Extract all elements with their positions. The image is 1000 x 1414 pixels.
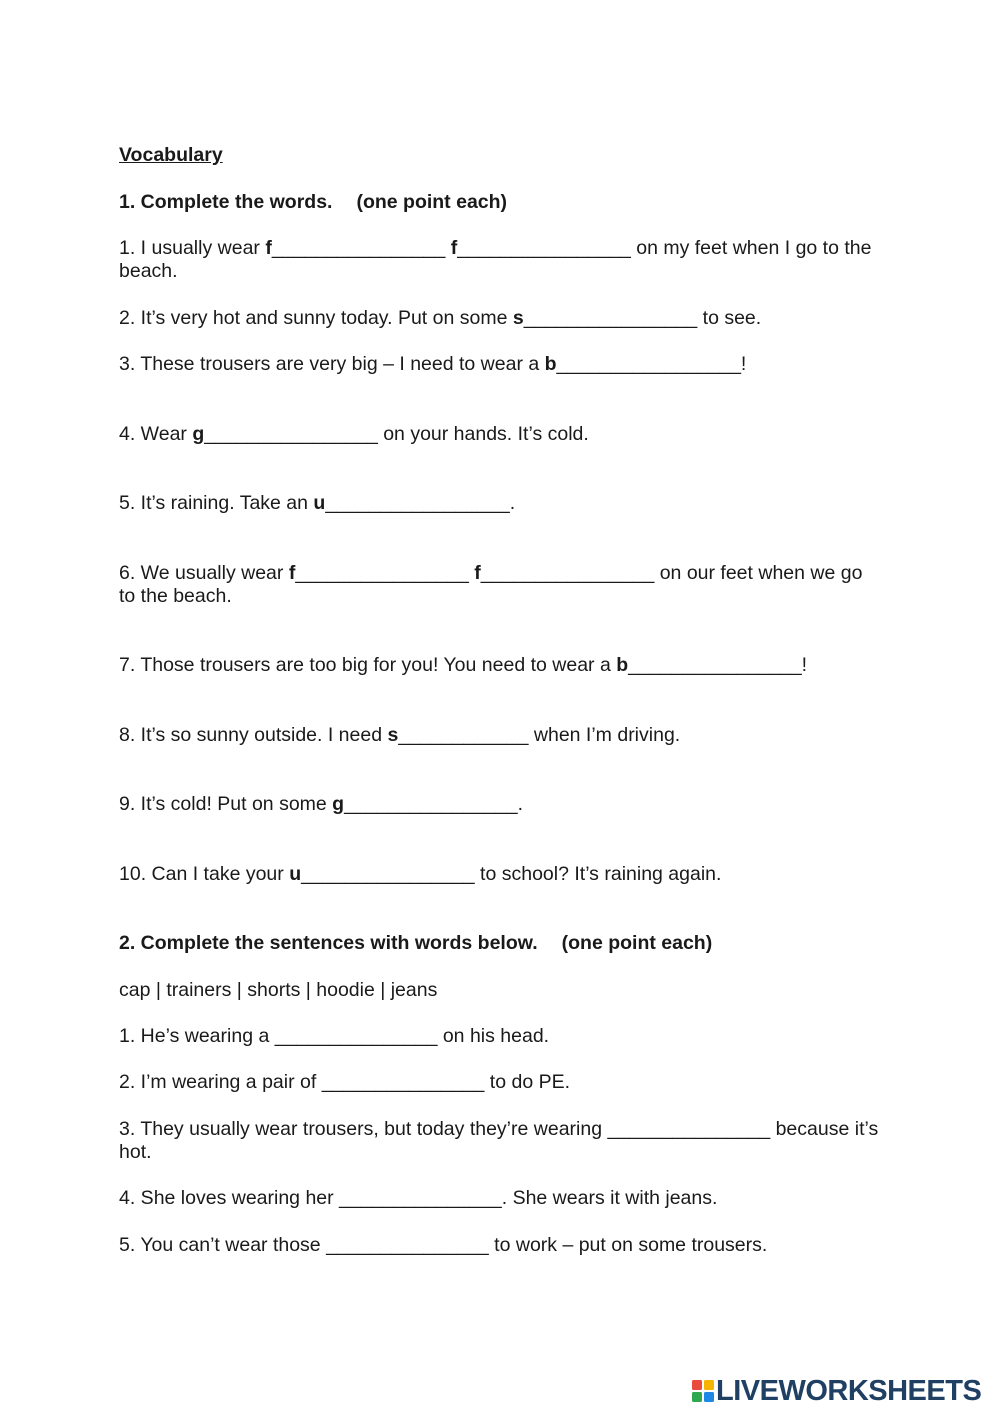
exercise1-points: (one point each): [356, 191, 508, 213]
answer-blank[interactable]: ________________: [301, 863, 475, 885]
hint-letter: b: [544, 353, 557, 375]
item-number: 6.: [119, 562, 136, 584]
item-number: 9.: [119, 793, 136, 815]
hint-letter: s: [387, 724, 399, 746]
item-number: 4.: [119, 423, 136, 445]
answer-blank[interactable]: _______________: [274, 1025, 438, 1047]
item-text: . She wears it with jeans.: [501, 1187, 718, 1209]
item-number: 1.: [119, 237, 136, 259]
item-text: on my feet when I go to the beach.: [119, 237, 872, 282]
ex1-item-1: [119, 237, 879, 283]
liveworksheets-logo-icon: [692, 1380, 714, 1402]
item-text: I’m wearing a pair of: [135, 1071, 322, 1093]
section-title: Vocabulary: [119, 144, 223, 166]
item-text: Can I take your: [146, 863, 290, 885]
hint-letter: g: [332, 793, 345, 815]
item-text: Those trousers are too big for you! You need to wear a: [135, 654, 617, 676]
item-text: These trousers are very big – I need to wear a: [135, 353, 545, 375]
answer-blank[interactable]: ________________: [271, 237, 446, 259]
item-text: on your hands. It’s cold.: [377, 423, 589, 445]
answer-blank[interactable]: ________________: [628, 654, 802, 676]
liveworksheets-branding[interactable]: [692, 1376, 981, 1406]
answer-blank[interactable]: _______________: [339, 1187, 502, 1209]
item-number: 3.: [119, 353, 136, 375]
item-number: 7.: [119, 654, 136, 676]
item-text: We usually wear: [135, 562, 289, 584]
item-text: .: [509, 492, 516, 514]
item-text: !: [740, 353, 747, 375]
item-number: 5.: [119, 492, 136, 514]
ex2-item-5: [119, 1234, 879, 1257]
hint-letter: u: [289, 863, 302, 885]
item-number: 4.: [119, 1187, 136, 1209]
item-number: 10.: [119, 863, 147, 885]
answer-blank[interactable]: ________________: [295, 562, 469, 584]
item-text: when I’m driving.: [528, 724, 681, 746]
ex1-item-10: [119, 863, 879, 886]
item-number: 3.: [119, 1118, 136, 1140]
item-text: She loves wearing her: [135, 1187, 340, 1209]
answer-blank[interactable]: ________________: [523, 307, 698, 329]
item-text: because it’s hot.: [119, 1118, 879, 1163]
item-text: You can’t wear those: [135, 1234, 327, 1256]
ex2-item-4: [119, 1187, 879, 1210]
item-text: It’s cold! Put on some: [135, 793, 333, 815]
item-text: It’s very hot and sunny today. Put on some: [135, 307, 513, 329]
ex1-item-5: [119, 492, 879, 515]
exercise1-heading: [119, 191, 879, 214]
answer-blank[interactable]: ________________: [204, 423, 378, 445]
exercise2-points: (one point each): [561, 932, 713, 954]
answer-blank[interactable]: _________________: [325, 492, 510, 514]
answer-blank[interactable]: ____________: [398, 724, 529, 746]
item-text: !: [801, 654, 808, 676]
item-text: .: [517, 793, 524, 815]
item-number: 2.: [119, 307, 136, 329]
hint-letter: g: [192, 423, 205, 445]
ex1-item-2: [119, 307, 879, 330]
answer-blank[interactable]: _______________: [326, 1234, 489, 1256]
answer-blank[interactable]: ________________: [480, 562, 655, 584]
item-number: 5.: [119, 1234, 136, 1256]
answer-blank[interactable]: _______________: [607, 1118, 771, 1140]
ex1-item-4: [119, 423, 879, 446]
answer-blank[interactable]: ________________: [344, 793, 518, 815]
hint-letter: u: [313, 492, 326, 514]
hint-letter: f: [450, 237, 458, 259]
ex1-item-8: [119, 724, 879, 747]
item-text: to work – put on some trousers.: [488, 1234, 768, 1256]
item-number: 2.: [119, 1071, 136, 1093]
ex1-item-9: [119, 793, 879, 816]
word-bank: cap | trainers | shorts | hoodie | jeans: [119, 979, 438, 1001]
brand-name: LIVEWORKSHEETS: [716, 1375, 982, 1407]
answer-blank[interactable]: ________________: [457, 237, 631, 259]
exercise2-heading: [119, 932, 879, 955]
answer-blank[interactable]: _________________: [556, 353, 741, 375]
item-text: Wear: [135, 423, 193, 445]
item-text: to do PE.: [484, 1071, 571, 1093]
item-text: on our feet when we go to the beach.: [119, 562, 863, 607]
item-text: They usually wear trousers, but today they’re wearing: [135, 1118, 608, 1140]
item-number: 1.: [119, 1025, 136, 1047]
item-text: I usually wear: [135, 237, 266, 259]
answer-blank[interactable]: _______________: [321, 1071, 485, 1093]
ex1-item-6: [119, 562, 879, 608]
exercise2-heading-text: 2. Complete the sentences with words below.: [119, 932, 538, 954]
ex2-item-1: [119, 1025, 879, 1048]
item-text: He’s wearing a: [135, 1025, 275, 1047]
ex1-item-3: [119, 353, 879, 376]
item-number: 8.: [119, 724, 136, 746]
hint-letter: f: [288, 562, 296, 584]
item-text: on his head.: [437, 1025, 550, 1047]
ex2-item-3: [119, 1118, 879, 1164]
hint-letter: f: [474, 562, 481, 584]
ex1-item-7: [119, 654, 879, 677]
item-text: It’s raining. Take an: [135, 492, 314, 514]
ex2-item-2: [119, 1071, 879, 1094]
item-text: to see.: [697, 307, 762, 329]
exercise1-heading-text: 1. Complete the words.: [119, 191, 333, 213]
item-text: It’s so sunny outside. I need: [135, 724, 388, 746]
item-text: to school? It’s raining again.: [474, 863, 722, 885]
hint-letter: f: [265, 237, 272, 259]
hint-letter: s: [512, 307, 524, 329]
hint-letter: b: [616, 654, 629, 676]
